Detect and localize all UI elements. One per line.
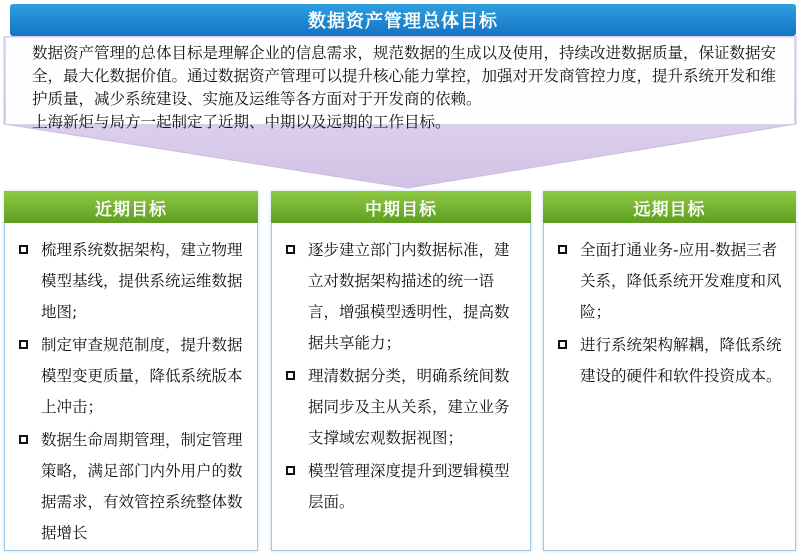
list-item-text: 数据生命周期管理，制定管理策略，满足部门内外用户的数据需求，有效管控系统整体数据增长 bbox=[41, 431, 243, 542]
list-item-text: 逐步建立部门内数据标准，建立对数据架构描述的统一语言，增强模型透明性，提高数据共享能力； bbox=[308, 241, 510, 352]
list-item-text: 制定审查规范制度，提升数据模型变更质量，降低系统版本上冲击； bbox=[41, 336, 243, 416]
list-item-text: 理清数据分类，明确系统间数据同步及主从关系，建立业务支撑域宏观数据视图； bbox=[308, 367, 510, 447]
list-item-text: 全面打通业务-应用-数据三者关系，降低系统开发难度和风险； bbox=[580, 241, 782, 321]
list-item-text: 梳理系统数据架构，建立物理模型基线，提供系统运维数据地图; bbox=[41, 241, 243, 321]
list-item-text: 进行系统架构解耦，降低系统建设的硬件和软件投资成本。 bbox=[580, 336, 782, 385]
square-bullet-icon bbox=[19, 435, 28, 444]
square-bullet-icon bbox=[19, 340, 28, 349]
square-bullet-icon bbox=[558, 245, 567, 254]
square-bullet-icon bbox=[286, 466, 295, 475]
list-item bbox=[554, 330, 785, 392]
column-header: 中期目标 bbox=[271, 191, 531, 223]
intro-text bbox=[32, 42, 782, 134]
square-bullet-icon bbox=[286, 371, 295, 380]
long-term-goals-panel bbox=[543, 191, 796, 551]
list-item bbox=[15, 425, 247, 549]
page-title: 数据资产管理总体目标 bbox=[10, 4, 796, 36]
intro-paragraph: 数据资产管理的总体目标是理解企业的信息需求，规范数据的生成以及使用，持续改进数据质量，保证数据安全，最大化数据价值。通过数据资产管理可以提升核心能力掌控，加强对开发商管控力度，提升系统开发和维护质量，减少系统建设、实施及运维等各方面对于开发商的依赖。 bbox=[32, 44, 777, 108]
square-bullet-icon bbox=[286, 245, 295, 254]
mid-term-goals-panel bbox=[271, 191, 531, 551]
column-header: 近期目标 bbox=[4, 191, 258, 223]
goal-list bbox=[5, 223, 257, 549]
list-item bbox=[15, 235, 247, 328]
list-item bbox=[282, 235, 520, 359]
column-header: 远期目标 bbox=[543, 191, 796, 223]
list-item bbox=[554, 235, 785, 328]
goal-list bbox=[544, 223, 795, 392]
list-item-text: 模型管理深度提升到逻辑模型层面。 bbox=[308, 462, 510, 511]
list-item bbox=[282, 456, 520, 518]
list-item bbox=[282, 361, 520, 454]
intro-paragraph: 上海新炬与局方一起制定了近期、中期以及远期的工作目标。 bbox=[32, 113, 451, 131]
goal-list bbox=[272, 223, 530, 518]
list-item bbox=[15, 330, 247, 423]
square-bullet-icon bbox=[19, 245, 28, 254]
near-term-goals-panel bbox=[4, 191, 258, 551]
square-bullet-icon bbox=[558, 340, 567, 349]
